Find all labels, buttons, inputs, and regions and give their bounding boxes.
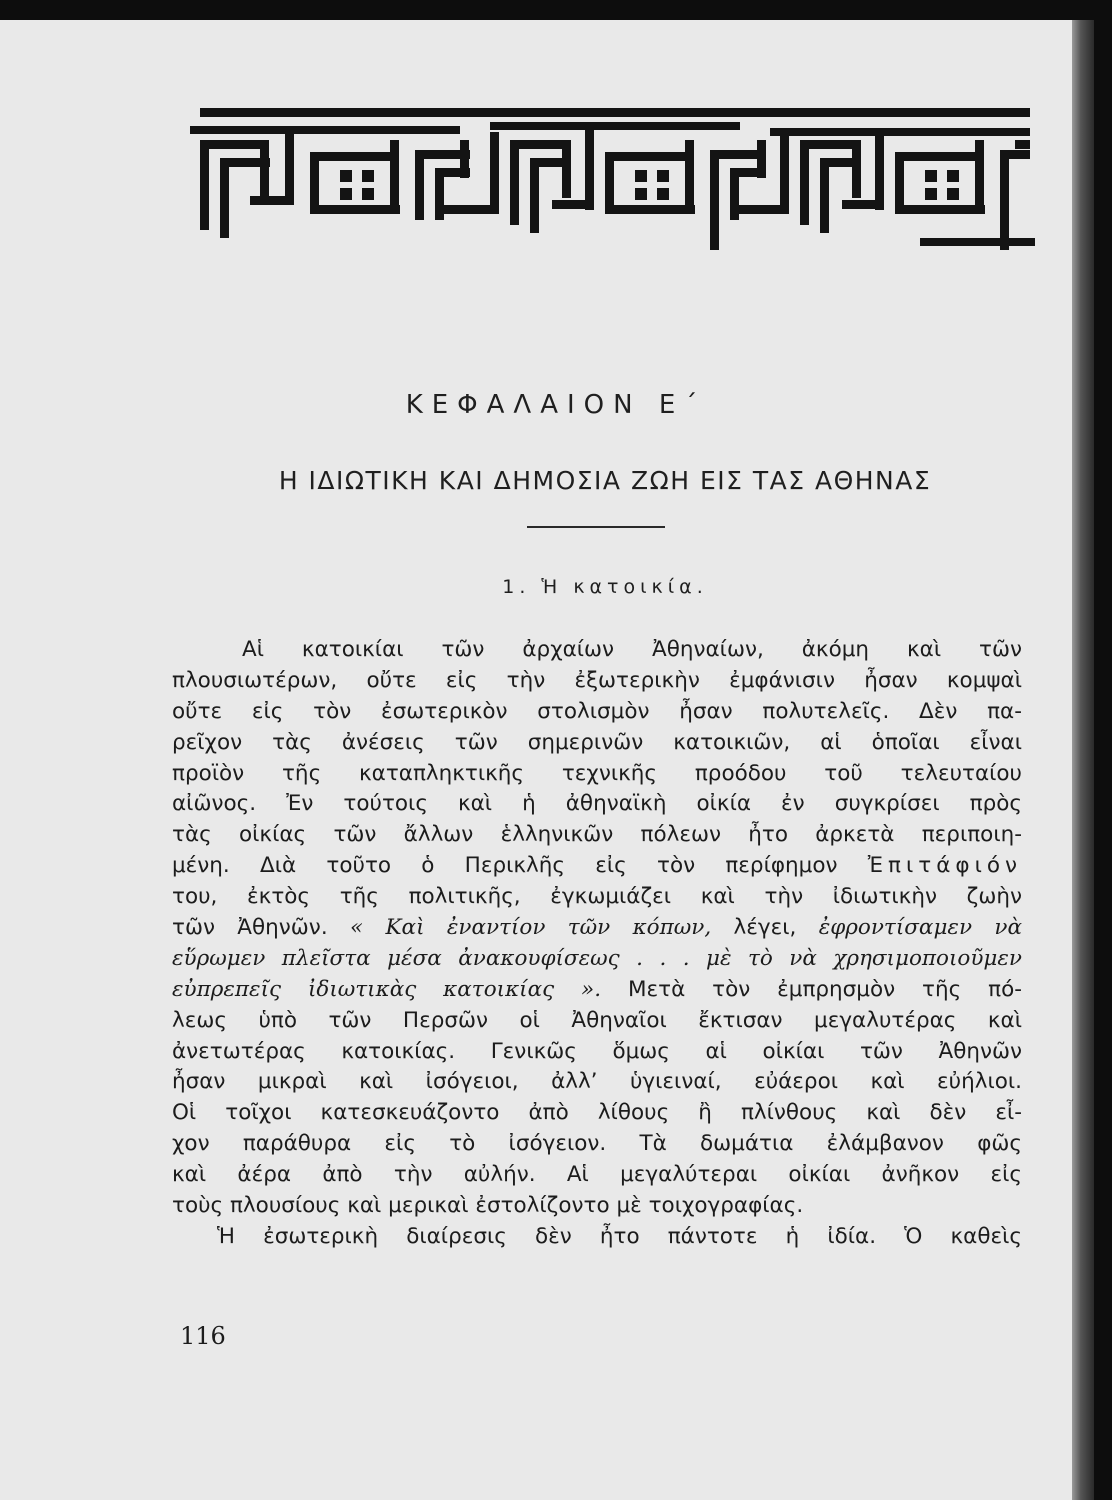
section-heading: 1. Ἡ κατοικία. <box>502 576 708 598</box>
chapter-title: Η ΙΔΙΩΤΙΚΗ ΚΑΙ ΔΗΜΟΣΙΑ ΖΩΗ ΕΙΣ ΤΑΣ ΑΘΗΝΑΣ <box>278 466 932 495</box>
text-line: ἀνετωτέρας κατοικίας. Γενικῶς ὅμως αἱ οἰκίαι τῶν Ἀθηνῶν <box>172 1038 1022 1064</box>
quotation: εὐπρεπεῖς ἰδιωτικὰς κατοικίας ». <box>172 976 602 1002</box>
text-line: τὰς οἰκίας τῶν ἄλλων ἑλληνικῶν πόλεων ἦτο ἀρκετὰ περιποιη- <box>172 822 1022 848</box>
text-line: πλουσιωτέρων, οὔτε εἰς τὴν ἐξωτερικὴν ἐμφάνισιν ἦσαν κομψαὶ <box>172 667 1022 693</box>
chapter-label: ΚΕΦΑΛΑΙΟΝ Ε΄ <box>405 390 707 420</box>
quotation: « Καὶ ἐναντίον τῶν κόπων, <box>350 915 712 941</box>
text-fragment: λέγει, <box>733 915 797 941</box>
greek-key-ornament <box>190 100 1040 260</box>
text-line: προϊὸν τῆς καταπληκτικῆς τεχνικῆς προόδου τοῦ τελευταίου <box>172 760 1022 786</box>
text-line <box>172 913 1022 944</box>
text-fragment: μένη. Διὰ τοῦτο ὁ Περικλῆς εἰς τὸν περίφημον <box>172 853 838 879</box>
text-line: τοὺς πλουσίους καὶ μερικαὶ ἐστολίζοντο μὲ τοιχογραφίας. <box>172 1193 804 1219</box>
body-paragraph <box>172 635 1022 1253</box>
page-number: 116 <box>180 1322 226 1350</box>
emphasized-term: Ἐπιτάφιόν <box>867 853 1023 879</box>
text-line <box>172 851 1022 882</box>
text-line: καὶ ἀέρα ἀπὸ τὴν αὐλήν. Αἱ μεγαλύτεραι οἰκίαι ἀνῆκον εἰς <box>172 1162 1022 1188</box>
text-fragment: Μετὰ τὸν ἐμπρησμὸν τῆς πό- <box>627 976 1022 1002</box>
text-line: λεως ὑπὸ τῶν Περσῶν οἱ Ἀθηναῖοι ἔκτισαν μεγαλυτέρας καὶ <box>172 1007 1022 1033</box>
title-divider <box>527 526 665 528</box>
text-line: οὔτε εἰς τὸν ἐσωτερικὸν στολισμὸν ἦσαν πολυτελεῖς. Δὲν πα- <box>172 698 1022 724</box>
text-line: ρεῖχον τὰς ἀνέσεις τῶν σημερινῶν κατοικιῶν, αἱ ὁποῖαι εἶναι <box>172 729 1022 755</box>
text-fragment: τῶν Ἀθηνῶν. <box>172 915 328 941</box>
quotation-line: εὕρωμεν πλεῖστα μέσα ἀνακουφίσεως . . . μὲ τὸ νὰ χρησιμοποιοῦμεν <box>172 945 1022 971</box>
text-line: ἦσαν μικραὶ καὶ ἰσόγειοι, ἀλλ’ ὑγιειναί, εὐάεροι καὶ εὐήλιοι. <box>172 1069 1022 1095</box>
page-edge-shadow <box>1072 20 1094 1500</box>
text-line: του, ἐκτὸς τῆς πολιτικῆς, ἐγκωμιάζει καὶ τὴν ἰδιωτικὴν ζωὴν <box>172 884 1022 910</box>
text-line <box>172 975 1022 1006</box>
quotation: ἐφροντίσαμεν νὰ <box>818 915 1022 941</box>
text-line: Αἱ κατοικίαι τῶν ἀρχαίων Ἀθηναίων, ἀκόμη καὶ τῶν <box>242 637 1022 662</box>
text-line: Οἱ τοῖχοι κατεσκευάζοντο ἀπὸ λίθους ἢ πλίνθους καὶ δὲν εἶ- <box>172 1100 1022 1126</box>
text-line: Ἡ ἐσωτερικὴ διαίρεσις δὲν ἦτο πάντοτε ἡ ἰδία. Ὁ καθεὶς <box>217 1223 1022 1249</box>
text-line: χον παράθυρα εἰς τὸ ἰσόγειον. Τὰ δωμάτια ἐλάμβανον φῶς <box>172 1131 1022 1157</box>
text-line: αἰῶνος. Ἐν τούτοις καὶ ἡ ἀθηναϊκὴ οἰκία ἐν συγκρίσει πρὸς <box>172 791 1022 817</box>
